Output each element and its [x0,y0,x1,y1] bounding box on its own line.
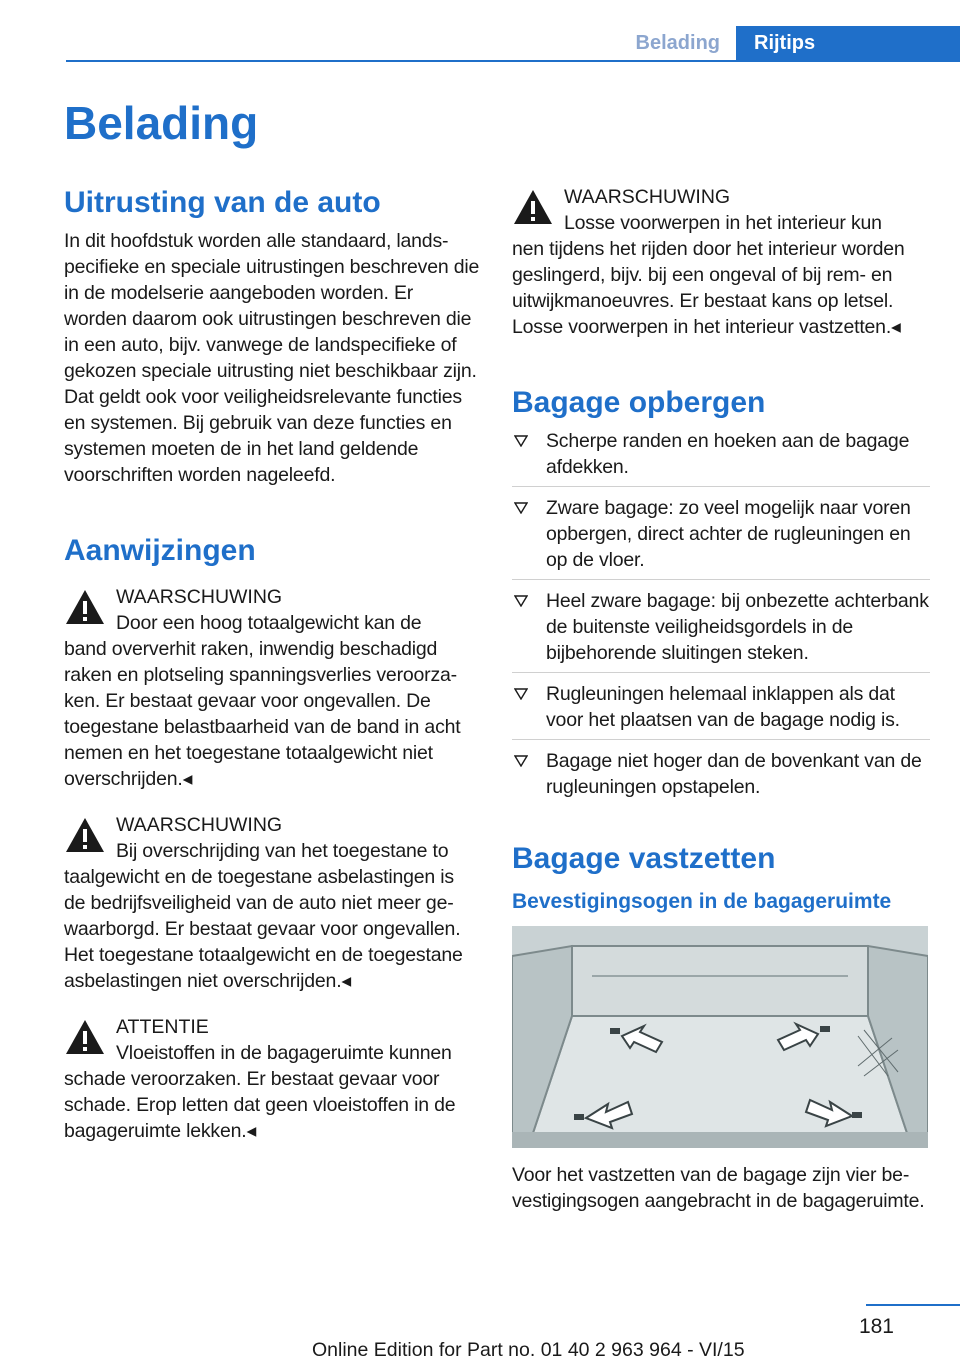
triangle-bullet-icon [514,435,528,447]
triangle-bullet-icon [514,688,528,700]
attention-text: schade veroorzaken. Er bestaat gevaar voor schade. Erop letten dat geen vloeistoffen in de bagageruimte lekken.◂ [64,1068,456,1142]
warning-block [512,184,930,340]
attention-block [64,1014,480,1144]
attention-lead: Vloeistoffen in de bagageruimte kunnen [116,1042,452,1064]
section-title-opbergen: Bagage opbergen [512,386,766,419]
warning-lead: Losse voorwerpen in het interieur kun [564,212,882,234]
list-item-text: Scherpe randen en hoeken aan de bagage afdekken. [546,430,910,478]
warning-label: WAARSCHUWING [564,186,731,208]
section-title-vastzetten: Bagage vastzetten [512,842,776,875]
list-item [512,681,930,740]
section-body-vastzetten: Voor het vastzetten van de bagage zijn vier bevestigingsogen aangebracht in de bagageruimte. [512,1164,925,1212]
list-item [512,748,930,806]
warning-label: WAARSCHUWING [116,814,283,836]
warning-triangle-icon [64,1018,106,1056]
list-item-text: Rugleuningen helemaal inklappen als dat voor het plaatsen van de bagage nodig is. [546,683,900,731]
header-tabs [620,26,960,62]
list-item-text: Heel zware bagage: bij onbezette achterbank de buitenste veiligheidsgordels in de bijbehorende sluitingen steken. [546,590,929,664]
warning-text: band oververhit raken, inwendig beschadigd raken en plotseling spanningsverlies veroorzaken. Er bestaat gevaar voor ongevallen. De toegestane belastbaarheid van de band in acht nemen en het toegestane totaalgewicht niet overschrijden.◂ [64,638,461,790]
warning-block [64,812,480,994]
warning-label: WAARSCHUWING [116,586,283,608]
header-rule [66,60,960,62]
page-title: Belading [64,97,259,149]
warning-triangle-icon [64,816,106,854]
warning-lead: Bij overschrijding van het toegestane to [116,840,449,862]
warning-text: taalgewicht en de toegestane asbelastingen is de bedrijfsveiligheid van de auto niet meer gewaarborgd. Er bestaat gevaar voor ongevallen. Het toegestane totaalgewicht en de toegestane asbelastingen niet overschrijden.◂ [64,866,463,992]
section-body-uitrusting: In dit hoofdstuk worden alle standaard, landspecifieke en speciale uitrustingen beschreven die in de modelserie aangeboden worden. Er worden daarom ook uitrustingen beschreven die in een auto, bijv. vanwege de landspecifieke of gekozen speciale uitrusting niet beschikbaar zijn. Dat geldt ook voor veiligheidsrelevante functies en systemen. Bij gebruik van deze functies en systemen moeten de in het land geldende voorschriften worden nageleefd. [64,230,480,486]
trunk-illustration [512,926,928,1148]
page-number: 181 [858,1315,894,1338]
section-title-uitrusting: Uitrusting van de auto [64,186,381,219]
attention-label: ATTENTIE [116,1016,209,1038]
list-item [512,428,930,487]
section-tab[interactable]: Belading [635,32,720,54]
footer-rule [866,1304,960,1306]
section-title-aanwijzingen: Aanwijzingen [64,534,256,567]
warning-block [64,584,480,792]
list-item-text: Zware bagage: zo veel mogelijk naar voren opbergen, direct achter de rugleuningen en op de vloer. [546,497,911,571]
triangle-bullet-icon [514,595,528,607]
warning-text: nen tijdens het rijden door het interieur worden geslingerd, bijv. bij een ongeval of bij rem- en uitwijkmanoeuvres. Er bestaat kans op letsel. Losse voorwerpen in het interieur vastzetten.◂ [512,238,905,338]
triangle-bullet-icon [514,755,528,767]
bullet-list [512,428,930,806]
list-item-text: Bagage niet hoger dan de bovenkant van de rugleuningen opstapelen. [546,750,922,798]
chapter-tab[interactable]: Rijtips [736,26,960,62]
list-item [512,588,930,673]
warning-triangle-icon [64,588,106,626]
left-column [64,184,480,1144]
warning-lead: Door een hoog totaalgewicht kan de [116,612,422,634]
footer-edition: Online Edition for Part no. 01 40 2 963 964 - VI/15 [312,1339,745,1361]
list-item [512,495,930,580]
triangle-bullet-icon [514,502,528,514]
right-column [512,184,930,1214]
warning-triangle-icon [512,188,554,226]
subsection-title-bevestigingsogen: Bevestigingsogen in de bagageruimte [512,890,892,913]
